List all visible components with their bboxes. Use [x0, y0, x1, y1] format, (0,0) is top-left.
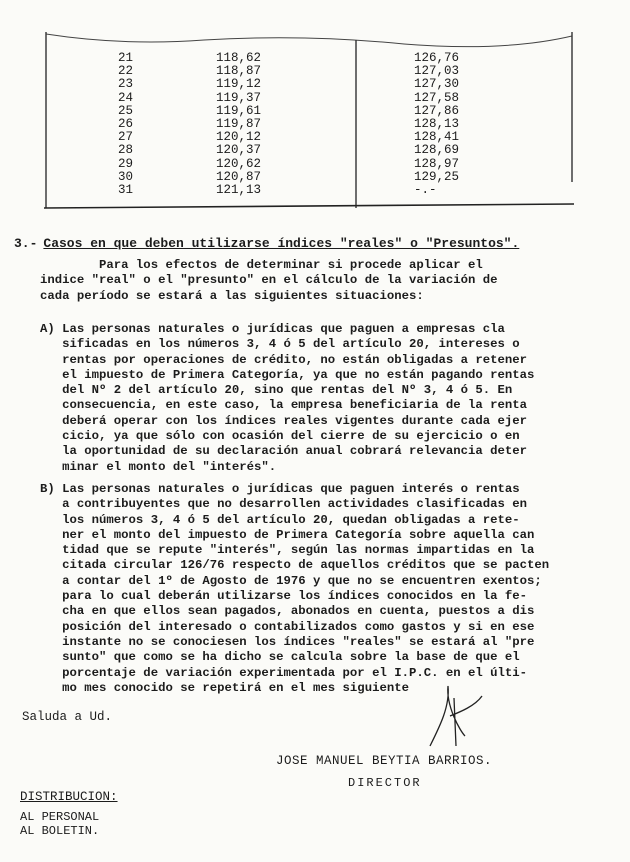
- presumed-index-value: 127,30: [414, 77, 460, 92]
- table-row: [44, 105, 574, 118]
- row-number: 26: [118, 116, 134, 131]
- section-number: 3.-: [14, 236, 38, 251]
- section-title: Casos en que deben utilizarse índices "reales" o "Presuntos".: [43, 236, 520, 251]
- real-index-value: 119,61: [216, 103, 262, 118]
- presumed-index-value: 128,97: [414, 156, 460, 171]
- presumed-index-value: 128,69: [414, 143, 460, 158]
- row-number: 30: [118, 169, 134, 184]
- signer-title: DIRECTOR: [348, 776, 422, 790]
- presumed-index-value: 127,58: [414, 90, 460, 105]
- real-index-value: 119,12: [216, 77, 262, 92]
- row-number: 28: [118, 143, 134, 158]
- table-row: [44, 158, 574, 171]
- distribution-item: AL BOLETIN.: [20, 824, 100, 838]
- table-row: [44, 78, 574, 91]
- presumed-index-value: 128,13: [414, 116, 460, 131]
- row-number: 31: [118, 182, 134, 197]
- real-index-value: 118,87: [216, 64, 262, 79]
- real-index-value: 118,62: [216, 51, 262, 65]
- item-a-paragraph: A) Las personas naturales o jurídicas que paguen a empresas cla sificadas en los números 3, 4 ó 5 del artículo 20, intereses o rentas por operaciones de crédito, no están obligadas a retener el impuesto de Primera Categoría, ya que no están pagando rentas del Nº 2 del artículo 20, sino que rentas del Nº 3, 4 ó 5. En consecuencia, en este caso, la empresa beneficiaria de la renta deberá operar con los índices reales vigentes durante cada ejer cicio, ya que sólo con ocasión del cierre de su ejercicio o en la oportunidad de su declaración anual cobrará relevancia deter minar el monto del "interés".: [40, 322, 535, 474]
- handwritten-signature: [420, 676, 500, 761]
- row-number: 29: [118, 156, 134, 171]
- intro-paragraph: Para los efectos de determinar si procede aplicar el indice "real" o el "presunto" en el cálculo de la variación de cada período se estará a las siguientes situaciones:: [40, 258, 498, 303]
- presumed-index-value: -.-: [414, 182, 437, 197]
- presumed-index-value: 127,03: [414, 64, 460, 79]
- item-b-paragraph: B) Las personas naturales o jurídicas que paguen interés o rentas a contribuyentes que no desarrollen actividades clasificadas en los números 3, 4 ó 5 del artículo 20, quedan obligadas a rete- ner el monto del impuesto de Primera Categoría sobre aquella can tidad que se repute "interés", según las normas impartidas en la citada circular 126/76 respecto de aquellos créditos que se pacten a contar del 1º de Agosto de 1976 y que no se encuentren exentos; para lo cual deberán utilizarse los índices conocidos en la fe- cha en que ellos sean pagados, abonados en cuenta, puestos a dis posición del interesado o contabilizados como gastos y si en ese instante no se conociesen los índices "reales" se estará al "pre sunto" que como se ha dicho se calcula sobre la base de que el porcentaje de variación experimentada por el I.P.C. en el últi- mo mes conocido se repetirá en el mes siguiente: [40, 482, 550, 695]
- real-index-value: 119,37: [216, 90, 262, 105]
- row-number: 24: [118, 90, 134, 105]
- table-row: [44, 144, 574, 157]
- section-heading: [14, 236, 519, 251]
- index-table: [44, 22, 574, 210]
- row-number: 25: [118, 103, 134, 118]
- row-number: 23: [118, 77, 134, 92]
- table-row: [44, 184, 574, 197]
- real-index-value: 120,12: [216, 130, 262, 145]
- real-index-value: 120,37: [216, 143, 262, 158]
- real-index-value: 120,87: [216, 169, 262, 184]
- presumed-index-value: 127,86: [414, 103, 460, 118]
- row-number: 27: [118, 130, 134, 145]
- presumed-index-value: 128,41: [414, 130, 460, 145]
- distribution-item: AL PERSONAL: [20, 810, 100, 824]
- real-index-value: 119,87: [216, 116, 262, 131]
- presumed-index-value: 129,25: [414, 169, 460, 184]
- table-row: [44, 171, 574, 184]
- row-number: 22: [118, 64, 134, 79]
- closing-text: Saluda a Ud.: [22, 710, 113, 724]
- table-body: [44, 52, 574, 197]
- real-index-value: 120,62: [216, 156, 262, 171]
- real-index-value: 121,13: [216, 182, 262, 197]
- signer-name: JOSE MANUEL BEYTIA BARRIOS.: [276, 754, 493, 768]
- row-number: 21: [118, 51, 134, 65]
- distribution-title: DISTRIBUCION:: [20, 790, 118, 804]
- table-row: [44, 92, 574, 105]
- presumed-index-value: 126,76: [414, 51, 460, 65]
